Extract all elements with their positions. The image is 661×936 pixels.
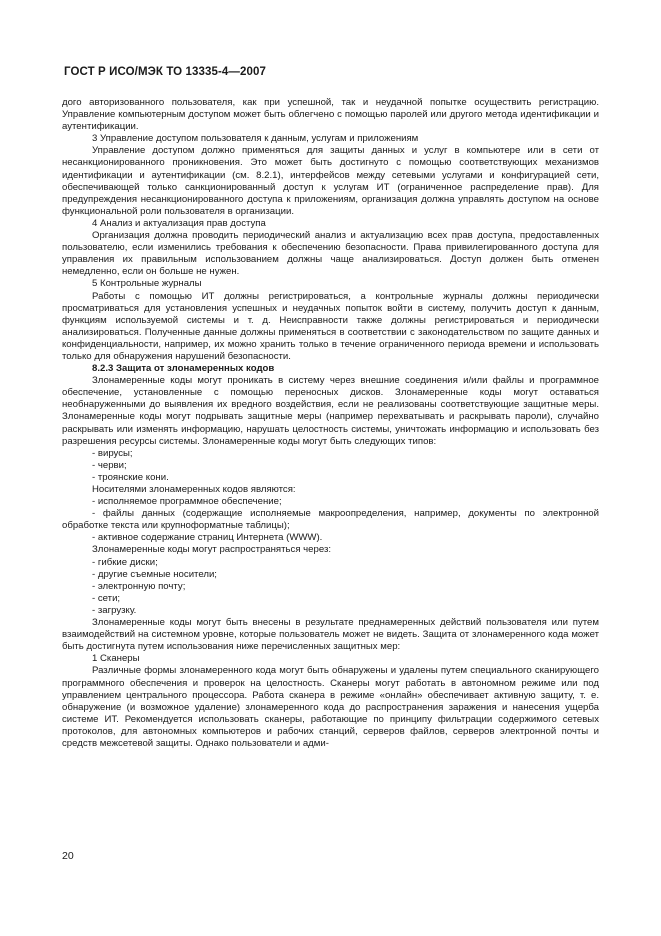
list-item: - вирусы; bbox=[92, 447, 133, 459]
paragraph: - файлы данных (содержащие исполняемые макроопределения, например, документы по электронной обработке текста или крупноформатные таблицы); bbox=[62, 508, 599, 532]
paragraph: Различные формы злонамеренного кода могут быть обнаружены и удалены путем специального сканирующего программного обеспечения и проверок на целостность. Сканеры могут работать в автономном режиме или под управлением центрального процессора. Работа сканера в режиме «онлайн» обеспечивает активную защиту, т. е. обнаружение (и возможное удаление) злонамеренного кода до распространения заражения и нанесения ущерба системе ИТ. Рекомендуется использовать сканеры, работающие по принципу фильтрации содержимого сетевых протоколов, для автономных компьютеров и рабочих станций, серверов файлов, серверов электронной почты и средств межсетевой защиты. Однако пользователи и адми- bbox=[62, 665, 599, 749]
list-item: - другие съемные носители; bbox=[92, 568, 217, 580]
paragraph: Организация должна проводить периодический анализ и актуализацию всех прав доступа, предоставленных пользователю, если изменились требования к обеспечению безопасности. Права привилегированного доступа для управления их правильным использованием должны чаще анализироваться. Доступ должен быть отменен немедленно, если он больше не нужен. bbox=[62, 230, 599, 278]
page-number: 20 bbox=[62, 850, 74, 862]
list-item: - активное содержание страниц Интернета (WWW). bbox=[92, 532, 323, 544]
list-item: - электронную почту; bbox=[92, 580, 186, 592]
paragraph: Злонамеренные коды могут быть внесены в результате преднамеренных действий пользователя или путем взаимодействий на системном уровне, которые пользователь может не видеть. Защита от злонамеренного кода может быть достигнута путем использования ниже перечисленных защитных мер: bbox=[62, 617, 599, 653]
paragraph: 5 Контрольные журналы bbox=[92, 278, 202, 290]
paragraph: 4 Анализ и актуализация прав доступа bbox=[92, 217, 266, 229]
paragraph: Носителями злонамеренных кодов являются: bbox=[92, 484, 296, 495]
list-item: - черви; bbox=[92, 459, 127, 471]
list-item: - сети; bbox=[92, 592, 121, 604]
paragraph: Работы с помощью ИТ должны регистрироваться, а контрольные журналы должны периодически просматриваться для установления успешных и неудачных попыток войти в систему, получить доступ к данным, функциям используемой системы и т. д. Неисправности также должны регистрироваться и периодически анализироваться. Полученные данные должны применяться в соответствии с законодательством по защите данных и конфиденциальности, например, их можно хранить только в течение ограниченного периода времени и использовать только для обнаружения нарушений безопасности. bbox=[62, 290, 599, 362]
paragraph: 1 Сканеры bbox=[92, 653, 140, 665]
document-body bbox=[62, 97, 599, 750]
paragraph: Злонамеренные коды могут проникать в систему через внешние соединения и/или файлы и программное обеспечение, установленные с помощью переносных дисков. Злонамеренные коды могут оставаться необнаруженными до выявления их вредного воздействия, если не реализованы соответствующие защитные меры. Злонамеренные коды могут подрывать защитные меры (например перехватывать и раскрывать пароли), случайно раскрывать или изменять информацию, нарушать целостность системы, уничтожать информацию и использовать без разрешения ресурсы системы. Злонамеренные коды могут быть следующих типов: bbox=[62, 375, 599, 447]
paragraph: 3 Управление доступом пользователя к данным, услугам и приложениям bbox=[92, 133, 419, 145]
list-item: - исполняемое программное обеспечение; bbox=[92, 496, 282, 508]
paragraph: Управление доступом должно применяться для защиты данных и услуг в компьютере или в сети от несанкционированного проникновения. Это может быть достигнуто с помощью соответствующих механизмов идентификации и аутентификации (см. 8.2.1), интерфейсов между сетевыми услугами и конфигурацией сети, обеспечивающей только санкционированный доступ к услугам ИТ (ограниченное распределение прав). Для предупреждения несанкционированного доступа к приложениям, организация должна управлять доступом на основе функциональной роли пользователя в организации. bbox=[62, 145, 599, 217]
document-header: ГОСТ Р ИСО/МЭК ТО 13335-4—2007 bbox=[64, 66, 266, 78]
section-heading: 8.2.3 Защита от злонамеренных кодов bbox=[92, 363, 275, 375]
paragraph: дого авторизованного пользователя, как при успешной, так и неудачной попытке осуществить регистрацию. Управление компьютерным доступом может быть облегчено с помощью паролей или другого метода идентификации и аутентификации. bbox=[62, 97, 599, 133]
list-item: - гибкие диски; bbox=[92, 556, 158, 568]
list-item: - троянские кони. bbox=[92, 471, 169, 483]
list-item: - загрузку. bbox=[92, 604, 137, 616]
paragraph: Злонамеренные коды могут распространяться через: bbox=[92, 544, 332, 556]
